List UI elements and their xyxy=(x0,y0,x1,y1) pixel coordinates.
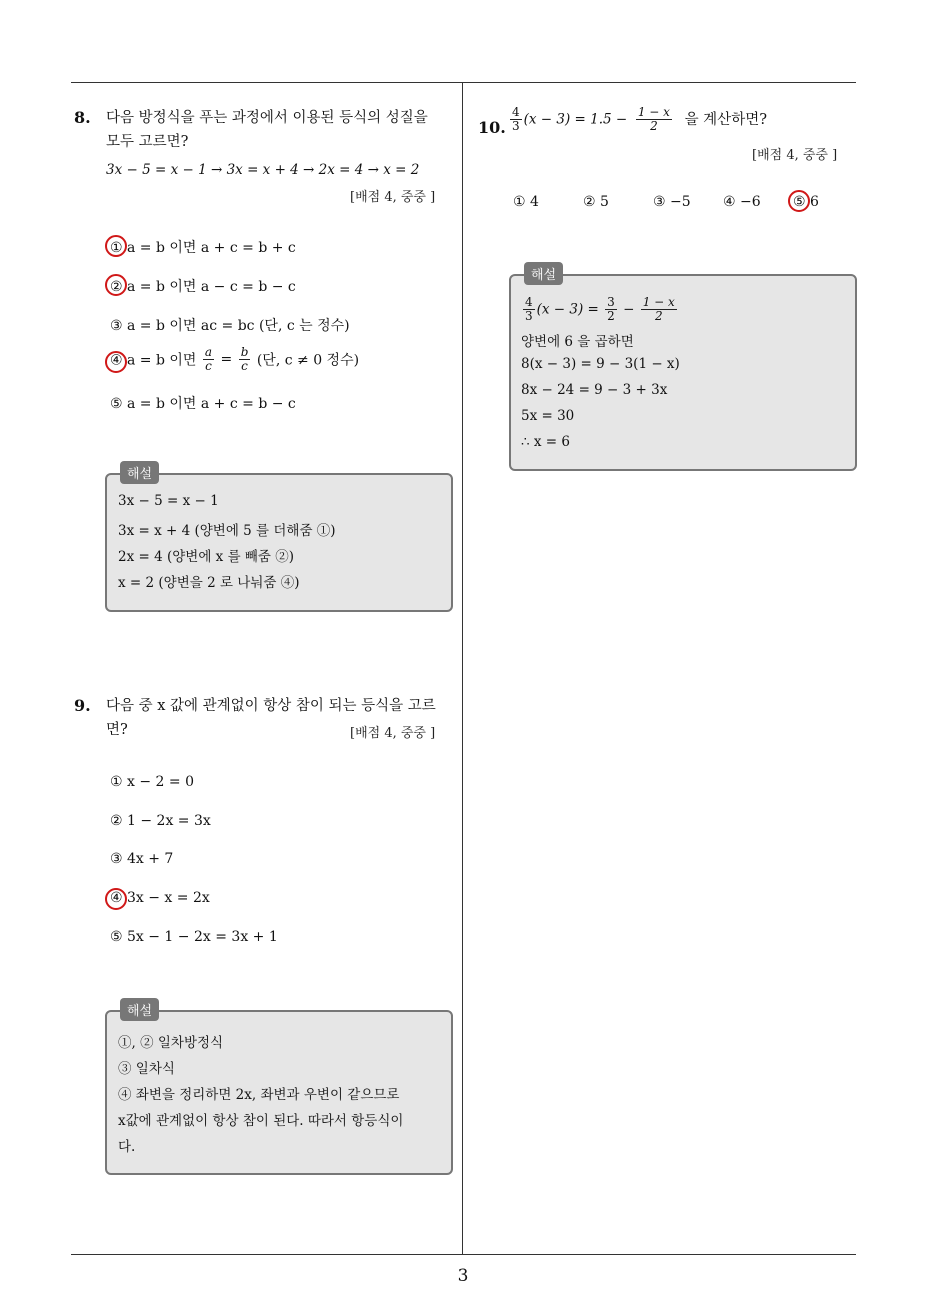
choice-4-prefix: ④ a = b 이면 xyxy=(110,352,197,369)
explanation-line: 8x − 24 = 9 − 3 + 3x xyxy=(521,382,668,398)
explanation-line: 2x = 4 (양변에 x 를 빼줌 ②) xyxy=(118,549,295,565)
question-prompt-line2: 모두 고르면? xyxy=(106,134,189,150)
explanation-line: x = 2 (양변을 2 로 나눠줌 ④) xyxy=(118,575,300,591)
fraction: $\frac{3}{2}$ xyxy=(607,295,615,323)
choice-4[interactable]: ④ 3x − x = 2x xyxy=(110,890,210,906)
fraction: $\frac{4}{3}$ xyxy=(512,105,520,133)
equation-chain: 3x − 5 = x − 1 → 3x = x + 4 → 2x = 4 → x = 2 xyxy=(106,162,420,178)
question-prompt-line1: 다음 방정식을 푸는 과정에서 이용된 등식의 성질을 xyxy=(106,110,428,126)
explanation-line: $\frac{4}{3}$ (x − 3) = $\frac{3}{2}$ − $\frac{1 - x}{2}$ xyxy=(525,295,675,323)
explanation-line: 3x = x + 4 (양변에 5 를 더해줌 ①) xyxy=(118,523,336,539)
choice-3[interactable]: ③ −5 xyxy=(653,194,691,210)
question-meta: [배점 4, 중중 ] xyxy=(350,190,436,205)
explanation-tag: 해설 xyxy=(120,998,159,1021)
explanation-line: 5x = 30 xyxy=(521,408,575,424)
choice-5[interactable]: ⑤ a = b 이면 a + c = b − c xyxy=(110,396,296,412)
question-number: 10. xyxy=(478,118,506,137)
fraction: $\frac{a}{c}$ xyxy=(204,345,213,373)
choice-1[interactable]: ① x − 2 = 0 xyxy=(110,774,194,790)
question-prompt: $\frac{4}{3}$ (x − 3) = 1.5 − $\frac{1 - x}{2}$ 을 계산하면? xyxy=(512,105,767,133)
choice-2[interactable]: ② 1 − 2x = 3x xyxy=(110,813,211,829)
explanation-line: ①, ② 일차방정식 xyxy=(118,1035,224,1051)
explanation-line: 다. xyxy=(118,1139,136,1155)
explanation-line: 3x − 5 = x − 1 xyxy=(118,493,219,509)
question-meta: [배점 4, 중중 ] xyxy=(350,726,436,741)
explanation-line: x값에 관계없이 항상 참이 된다. 따라서 항등식이 xyxy=(118,1113,404,1129)
question-meta: [배점 4, 중중 ] xyxy=(752,148,838,163)
bottom-rule xyxy=(71,1254,856,1255)
question-number: 9. xyxy=(74,696,91,715)
column-divider xyxy=(462,82,463,1254)
choice-2[interactable]: ② 5 xyxy=(583,194,609,210)
choice-4[interactable]: ④ −6 xyxy=(723,194,761,210)
explanation-line: ∴ x = 6 xyxy=(521,434,570,450)
question-prompt-line1: 다음 중 x 값에 관계없이 항상 참이 되는 등식을 고르 xyxy=(106,698,436,714)
top-rule xyxy=(71,82,856,83)
explanation-line: 양변에 6 을 곱하면 xyxy=(521,334,634,350)
fraction: $\frac{b}{c}$ xyxy=(240,345,249,373)
fraction: $\frac{4}{3}$ xyxy=(525,295,533,323)
page-number: 3 xyxy=(457,1266,469,1286)
fraction: $\frac{1 - x}{2}$ xyxy=(637,105,670,133)
choice-3[interactable]: ③ 4x + 7 xyxy=(110,851,174,867)
explanation-line: 8(x − 3) = 9 − 3(1 − x) xyxy=(521,356,680,372)
explanation-tag: 해설 xyxy=(524,262,563,285)
choice-1[interactable]: ① 4 xyxy=(513,194,539,210)
explanation-line: ③ 일차식 xyxy=(118,1061,175,1077)
question-number: 8. xyxy=(74,108,91,127)
explanation-line: ④ 좌변을 정리하면 2x, 좌변과 우변이 같으므로 xyxy=(118,1087,400,1103)
choice-4-suffix: (단, c ≠ 0 정수) xyxy=(256,352,360,369)
choice-4[interactable]: ④ a = b 이면 $\frac{a}{c}$ = $\frac{b}{c}$ (단, c ≠ 0 정수) xyxy=(110,345,360,373)
choice-5[interactable]: ⑤ 6 xyxy=(793,194,819,210)
choice-5[interactable]: ⑤ 5x − 1 − 2x = 3x + 1 xyxy=(110,929,278,945)
choice-1[interactable]: ① a = b 이면 a + c = b + c xyxy=(110,240,296,256)
fraction: $\frac{1 - x}{2}$ xyxy=(642,295,675,323)
question-prompt-line2: 면? xyxy=(106,722,128,738)
explanation-tag: 해설 xyxy=(120,461,159,484)
choice-2[interactable]: ② a = b 이면 a − c = b − c xyxy=(110,279,296,295)
choice-3[interactable]: ③ a = b 이면 ac = bc (단, c 는 정수) xyxy=(110,318,350,334)
